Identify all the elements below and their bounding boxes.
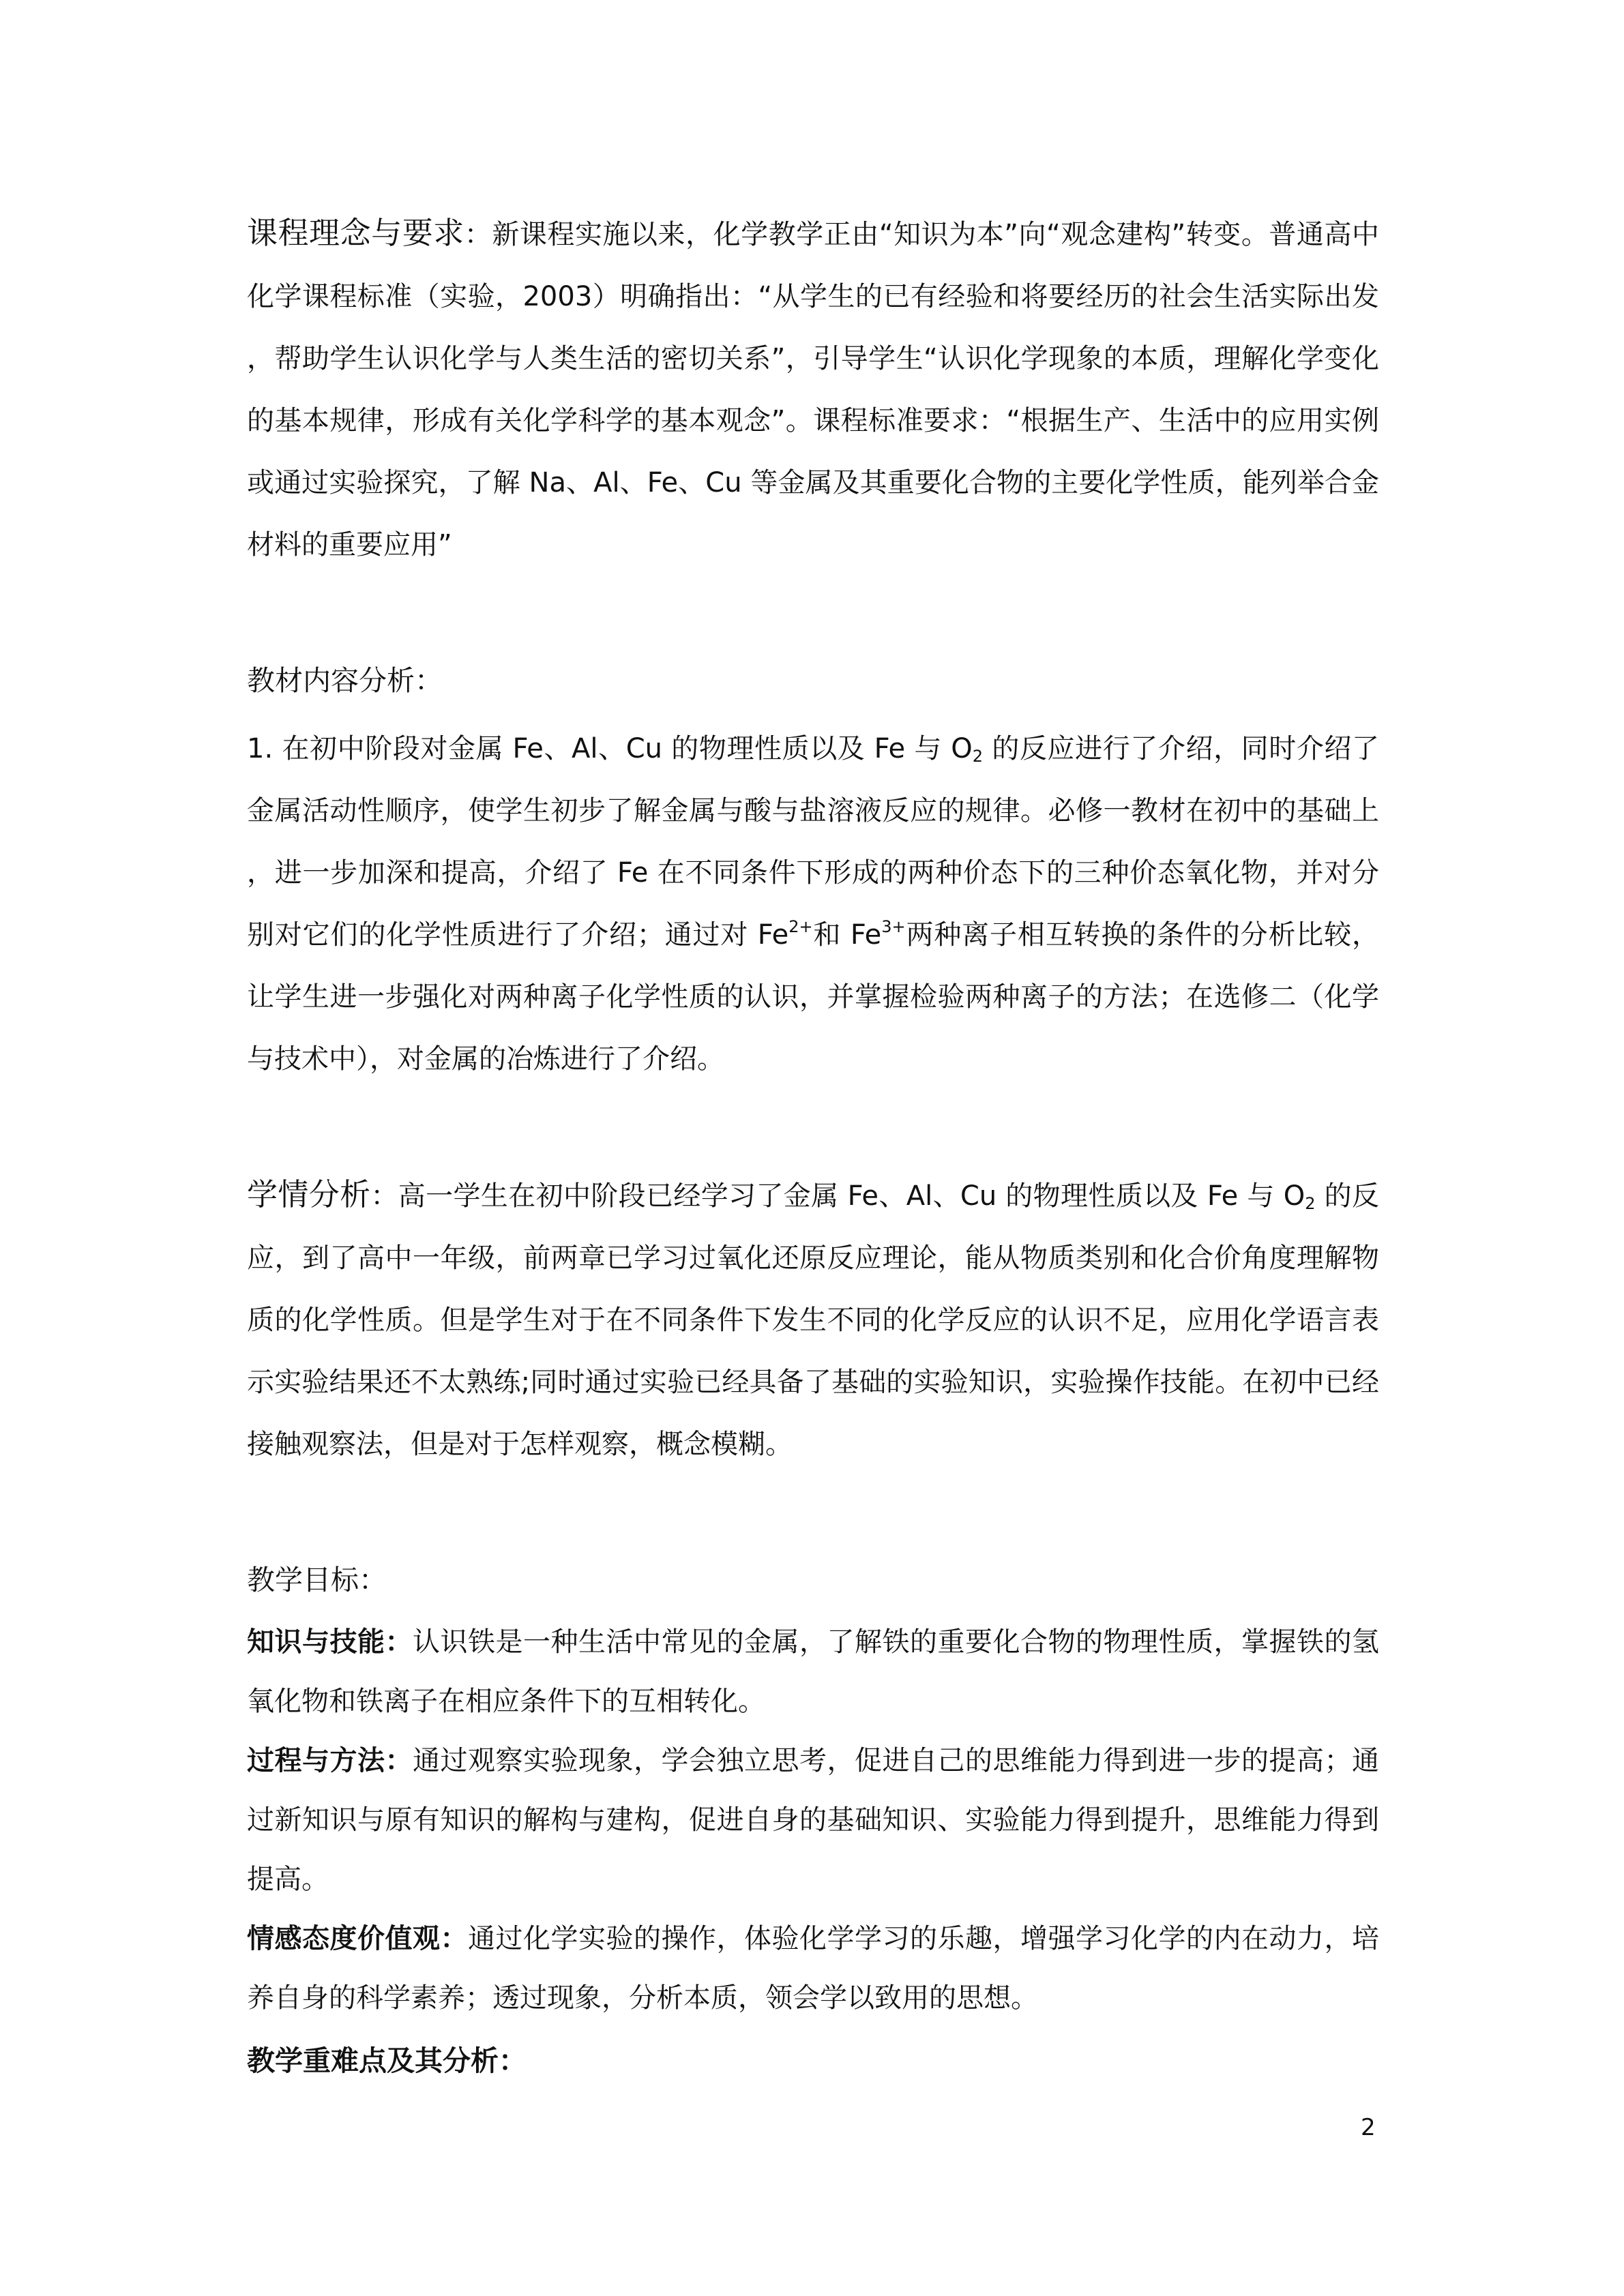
textbook-analysis-text-4: 两种离子相互转换的条件的分析比较，让学生进一步强化对两种离子化学性质的认识，并掌握检验两种离子的方法；在选修二（化学与技术中），对金属的冶炼进行了介绍。 [247, 919, 1379, 1075]
learner-analysis-paragraph [247, 1163, 1379, 1476]
oxygen-subscript-2: 2 [1305, 1194, 1316, 1213]
teaching-goals-heading: 教学目标： [247, 1564, 387, 1596]
learner-analysis-section [247, 1163, 1379, 1476]
course-philosophy-text: 新课程实施以来，化学教学正由“知识为本”向“观念建构”转变。普通高中化学课程标准（实验，2003）明确指出：“从学生的已有经验和将要经历的社会生活实际出发，帮助学生认识化学与人类生活的密切关系”，引导学生“认识化学现象的本质，理解化学变化的基本规律，形成有关化学科学的基本观念”。课程标准要求：“根据生产、生活中的应用实例或通过实验探究，了解 Na、Al、Fe、Cu 等金属及其重要化合物的主要化学性质，能列举合金材料的重要应用” [247, 219, 1380, 561]
textbook-analysis-heading: 教材内容分析： [247, 664, 443, 697]
fe3-superscript: 3+ [881, 917, 906, 937]
textbook-analysis-paragraph [247, 718, 1379, 1090]
goal-emotion-values [247, 1909, 1379, 2028]
goal-knowledge-skills [247, 1613, 1379, 1731]
goal-label: 过程与方法： [247, 1745, 413, 1776]
goal-text: 通过观察实验现象，学会独立思考，促进自己的思维能力得到进一步的提高；通过新知识与原有知识的解构与建构，促进自身的基础知识、实验能力得到提升，思维能力得到提高。 [247, 1745, 1379, 1895]
course-philosophy-section [247, 202, 1379, 576]
teaching-goals-section [247, 1613, 1379, 2028]
fe2-superscript: 2+ [788, 917, 813, 937]
learner-analysis-label: 学情分析 [247, 1176, 371, 1212]
goal-label: 知识与技能： [247, 1626, 413, 1658]
course-philosophy-label: 课程理念与要求 [247, 215, 464, 251]
goal-text: 认识铁是一种生活中常见的金属，了解铁的重要化合物的物理性质，掌握铁的氢氧化物和铁离子在相应条件下的互相转化。 [247, 1626, 1379, 1717]
textbook-analysis-text-2: 的反应进行了介绍，同时介绍了金属活动性顺序，使学生初步了解金属与酸与盐溶液反应的规律。必修一教材在初中的基础上，进一步加深和提高，介绍了 Fe 在不同条件下形成的两种价态下的三种价态氧化物，并对分别对它们的化学性质进行了介绍；通过对 Fe [247, 733, 1379, 951]
textbook-analysis-text-1: 1. 在初中阶段对金属 Fe、Al、Cu 的物理性质以及 Fe 与 O [247, 733, 973, 764]
goal-process-method [247, 1731, 1379, 1909]
textbook-analysis-text-3: 和 Fe [812, 919, 882, 951]
page-number: 2 [1361, 2114, 1376, 2141]
learner-analysis-text-2: 的反应，到了高中一年级，前两章已学习过氧化还原反应理论，能从物质类别和化合价角度理解物质的化学性质。但是学生对于在不同条件下发生不同的化学反应的认识不足，应用化学语言表示实验结果还不太熟练;同时通过实验已经具备了基础的实验知识，实验操作技能。在初中已经接触观察法，但是对于怎样观察，概念模糊。 [247, 1180, 1379, 1460]
course-philosophy-colon: ： [464, 219, 492, 250]
course-philosophy-paragraph [247, 202, 1379, 576]
textbook-analysis-section [247, 718, 1379, 1090]
learner-analysis-text-1: 高一学生在初中阶段已经学习了金属 Fe、Al、Cu 的物理性质以及 Fe 与 O [398, 1180, 1305, 1212]
goal-text: 通过化学实验的操作，体验化学学习的乐趣，增强学习化学的内在动力，培养自身的科学素养；透过现象，分析本质，领会学以致用的思想。 [247, 1923, 1379, 2014]
key-difficulties-heading: 教学重难点及其分析： [247, 2044, 527, 2077]
learner-analysis-colon: ： [370, 1180, 398, 1212]
goal-label: 情感态度价值观： [247, 1923, 468, 1954]
oxygen-subscript: 2 [972, 747, 984, 766]
